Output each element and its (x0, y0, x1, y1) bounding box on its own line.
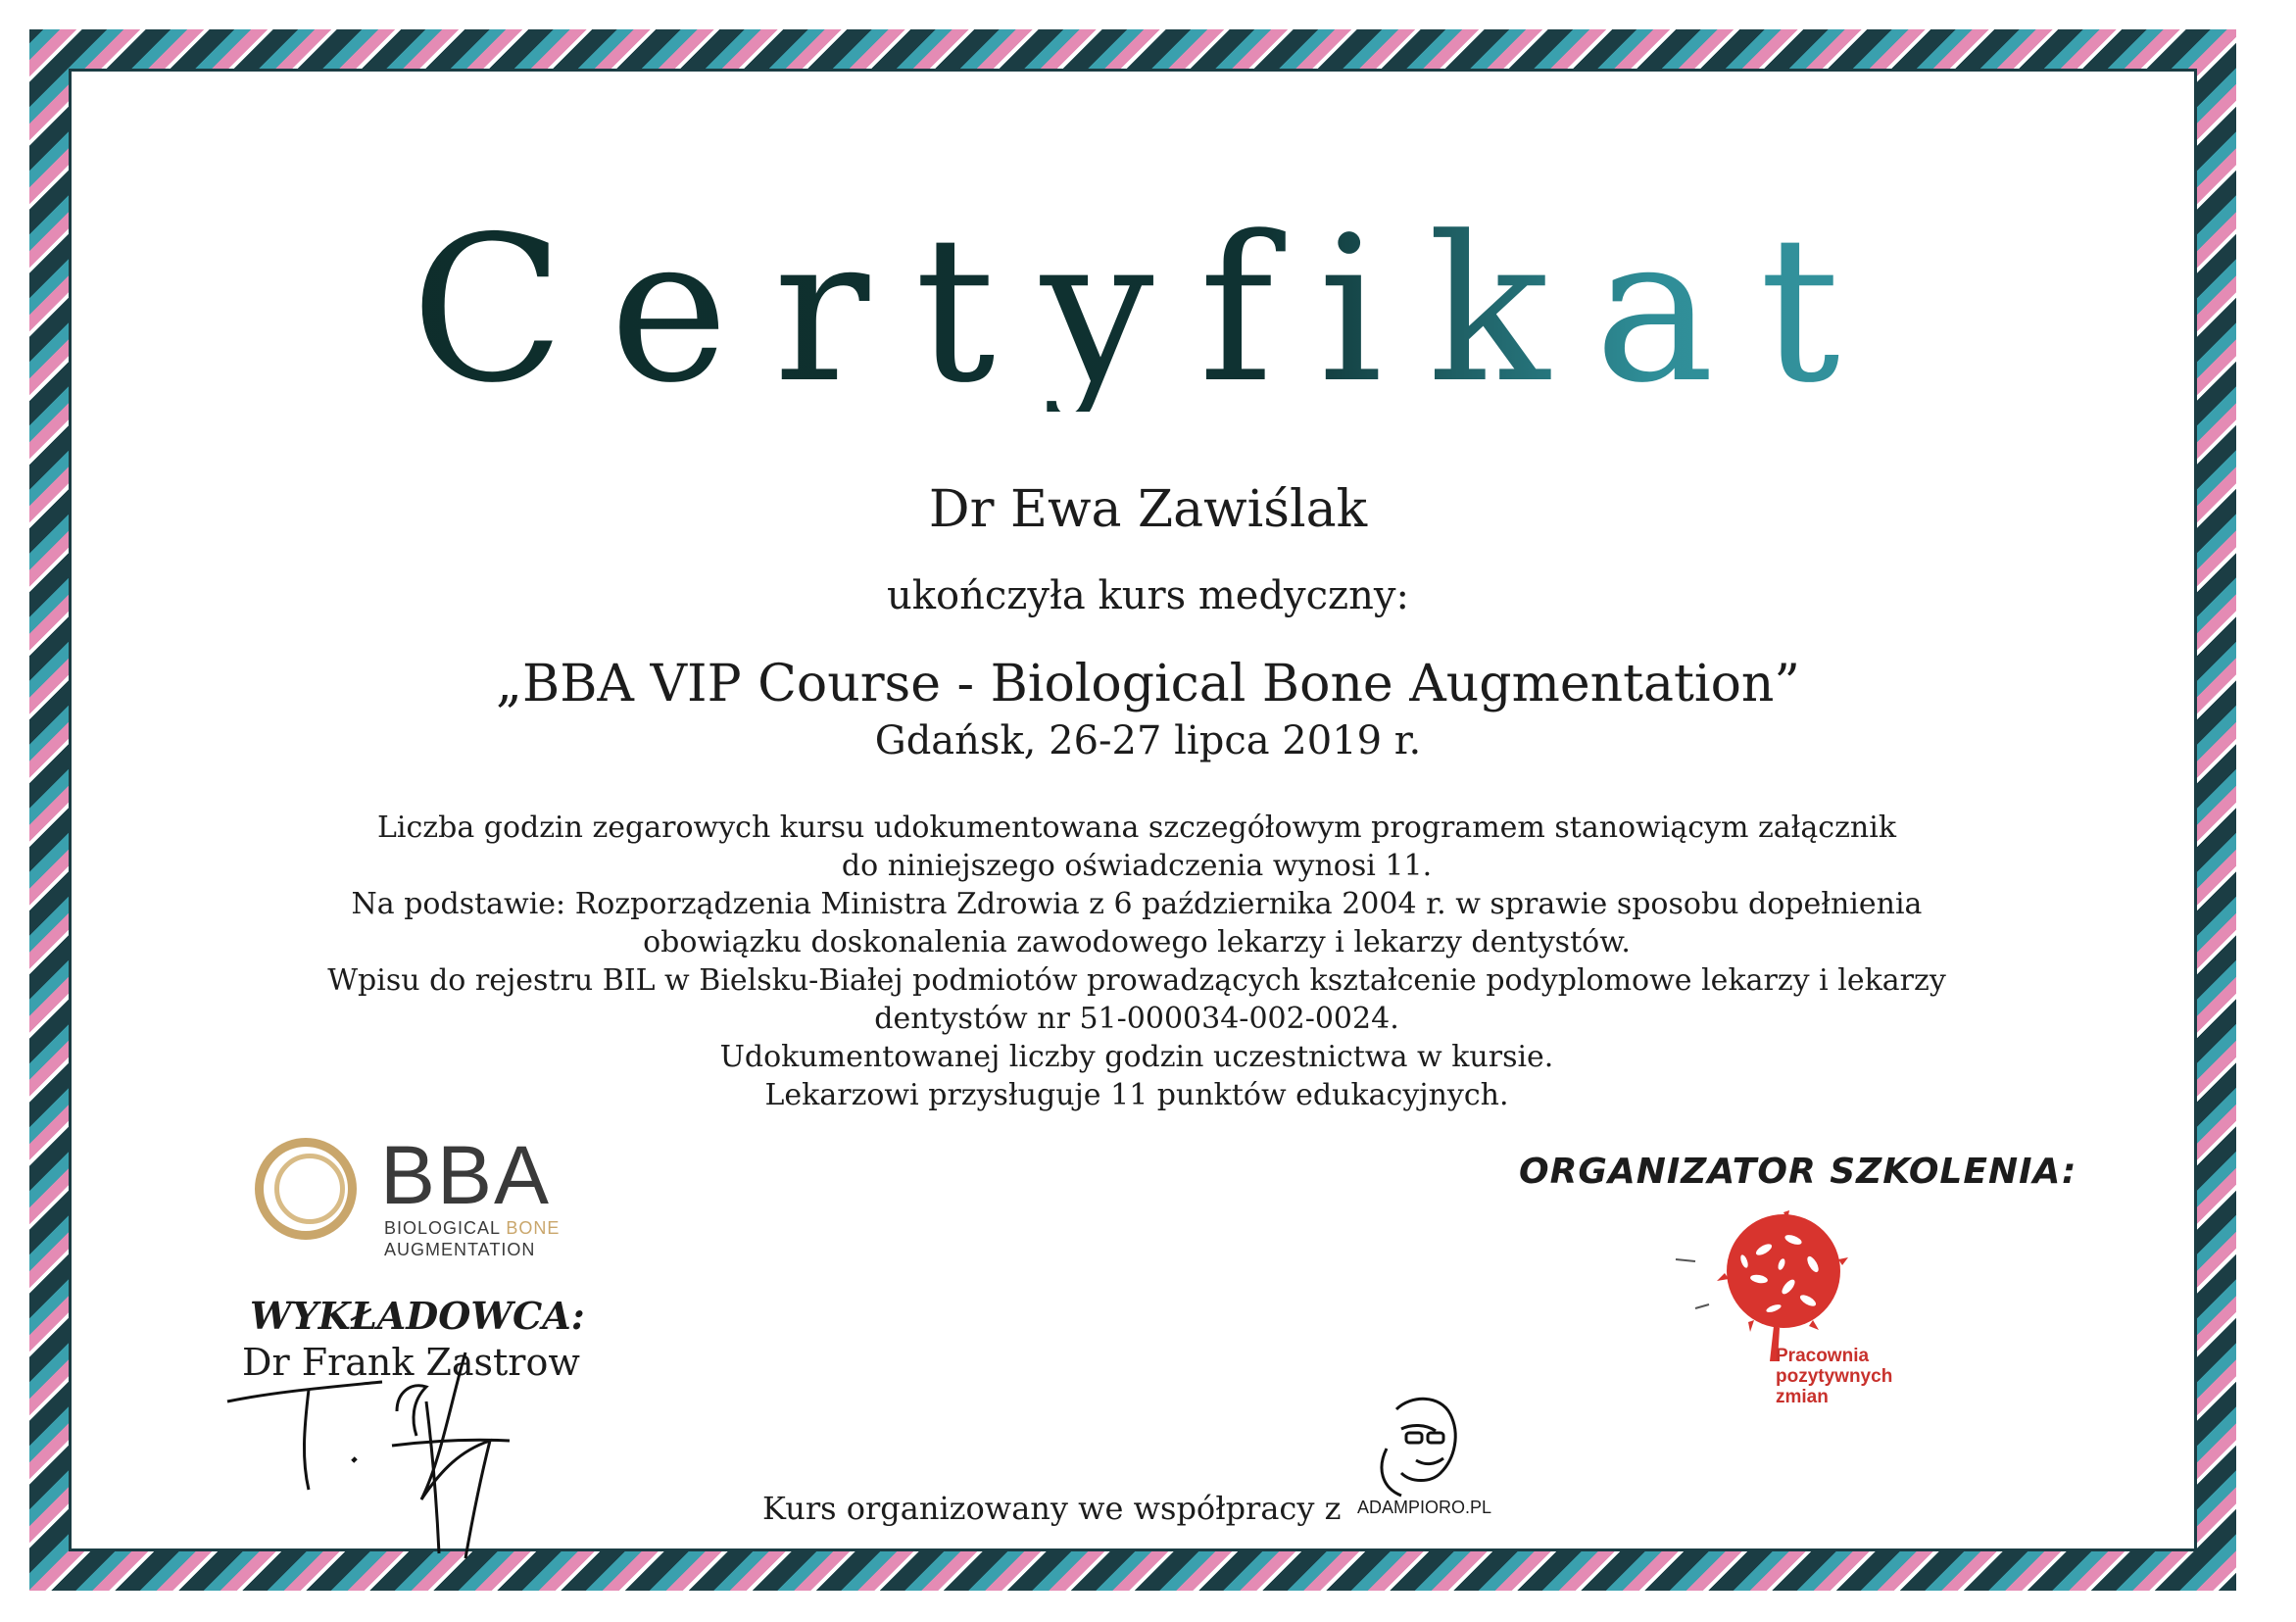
body-line: dentystów nr 51-000034-002-0024. (874, 1002, 1399, 1036)
bba-logo (255, 1129, 608, 1269)
partner-face-icon (1357, 1390, 1475, 1498)
organizer-logo-line: pozytywnych (1776, 1366, 1893, 1387)
body-line: Liczba godzin zegarowych kursu udokumentowana szczegółowym programem stanowiącym załącznik (376, 811, 1896, 845)
body-line: do niniejszego oświadczenia wynosi 11. (841, 849, 1433, 883)
lecturer-heading: WYKŁADOWCA: (250, 1294, 585, 1338)
partner-logo (1357, 1390, 1492, 1537)
body-line: Wpisu do rejestru BIL w Bielsku-Białej podmiotów prowadzących kształcenie podyplomowe lekarzy i lekarzy (327, 963, 1946, 998)
organizer-logo (1666, 1210, 1893, 1455)
recipient-name: Dr Ewa Zawiślak (928, 480, 1368, 539)
body-line: Udokumentowanej liczby godzin uczestnictwa w kursie. (719, 1040, 1554, 1074)
body-line: obowiązku doskonalenia zawodowego lekarzy i lekarzy dentystów. (643, 925, 1631, 959)
bba-logo-line1-b: BONE (506, 1218, 561, 1238)
completed-line: ukończyła kurs medyczny: (887, 573, 1409, 618)
place-date: Gdańsk, 26-27 lipca 2019 r. (874, 718, 1422, 763)
lecturer-signature (216, 1343, 539, 1568)
body-line: Lekarzowi przysługuje 11 punktów edukacyjnych. (764, 1078, 1509, 1112)
organizer-logo-line: Pracownia (1776, 1346, 1870, 1366)
bba-logo-line1 (384, 1218, 560, 1239)
certificate-body (255, 809, 2019, 1114)
bba-logo-letters: BBA (380, 1129, 552, 1221)
partner-name: ADAMPIORO.PL (1357, 1498, 1492, 1517)
bba-inner-ring-icon (274, 1154, 345, 1224)
certificate-title: Certyfikat (0, 211, 2296, 412)
organizer-logo-line: zmian (1776, 1387, 1829, 1407)
bba-logo-line1-a: BIOLOGICAL (384, 1218, 507, 1238)
organizer-logo-icon (1666, 1210, 1881, 1367)
cooperation-text: Kurs organizowany we współpracy z (762, 1490, 1342, 1527)
bba-logo-line2: AUGMENTATION (384, 1240, 536, 1259)
lecturer-name: Dr Frank Zastrow (242, 1341, 580, 1384)
organizer-logo-text (1776, 1346, 1903, 1407)
course-name: „BBA VIP Course - Biological Bone Augmentation” (496, 655, 1800, 713)
body-line: Na podstawie: Rozporządzenia Ministra Zdrowia z 6 października 2004 r. w sprawie sposobu dopełnienia (351, 887, 1923, 921)
organizer-heading: ORGANIZATOR SZKOLENIA: (1519, 1152, 2077, 1192)
